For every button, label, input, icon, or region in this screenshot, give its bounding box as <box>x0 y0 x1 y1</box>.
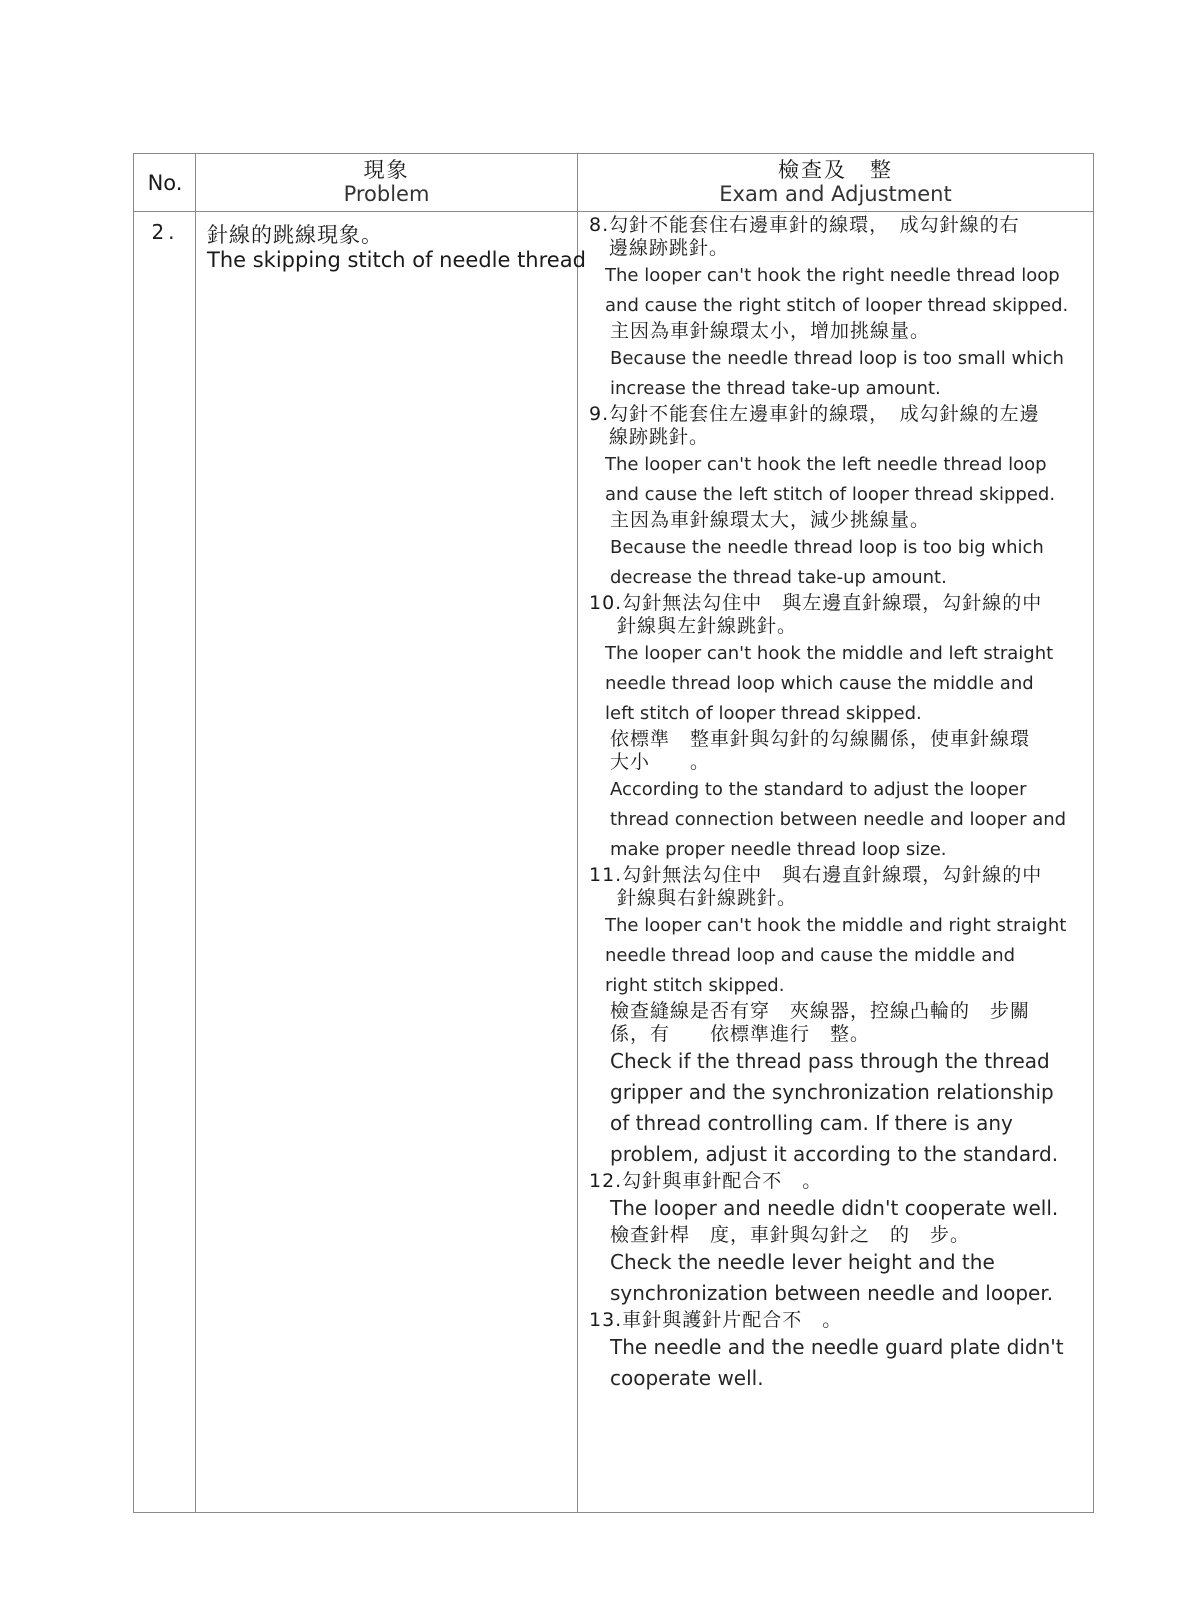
exam-item-remedy-en: of thread controlling cam. If there is any <box>610 1111 1013 1135</box>
troubleshooting-table <box>133 153 1094 1513</box>
exam-item-heading: 10.勾針無法勾住中 與左邊直針線環，勾針線的中 <box>589 592 1043 614</box>
exam-item-remedy-zh: 檢查針桿 度，車針與勾針之 的 步。 <box>610 1224 971 1246</box>
column-divider-problem <box>577 154 578 1512</box>
exam-item-remedy-en: thread connection between needle and looper and <box>610 809 1067 830</box>
exam-item-remedy-zh: 檢查縫線是否有穿 夾線器，控線凸輪的 步關 <box>610 1000 1031 1022</box>
exam-item-english: and cause the left stitch of looper thread skipped. <box>605 484 1056 505</box>
exam-item-remedy-zh: 依標準 整車針與勾針的勾線關係，使車針線環 <box>610 728 1031 750</box>
exam-item-heading: 13.車針與護針片配合不 。 <box>589 1309 843 1331</box>
header-no: No. <box>147 171 183 195</box>
problem-en: The skipping stitch of needle thread <box>207 248 586 272</box>
exam-item-remedy-zh: 主因為車針線環太大，減少挑線量。 <box>610 509 931 531</box>
exam-item-english: and cause the right stitch of looper thread skipped. <box>605 295 1069 316</box>
exam-item-heading-cont: 針線與左針線跳針。 <box>617 615 798 637</box>
exam-item-remedy-en: synchronization between needle and looper. <box>610 1281 1054 1305</box>
exam-item <box>589 214 1094 403</box>
row-number: 2. <box>151 220 179 244</box>
problem-zh: 針線的跳線現象。 <box>207 223 383 247</box>
exam-item-remedy-en: Because the needle thread loop is too small which <box>610 348 1064 369</box>
exam-item-english: right stitch skipped. <box>605 975 785 996</box>
exam-item-heading: 11.勾針無法勾住中 與右邊直針線環，勾針線的中 <box>589 864 1043 886</box>
exam-item-remedy-zh: 係，有 依標準進行 整。 <box>610 1023 871 1045</box>
exam-item-heading-cont: 針線與右針線跳針。 <box>617 887 798 909</box>
exam-item-english: needle thread loop and cause the middle and <box>605 945 1016 966</box>
exam-item-english: needle thread loop which cause the middle and <box>605 673 1034 694</box>
exam-item <box>589 592 1094 864</box>
exam-item-heading: 8.勾針不能套住右邊車針的線環， 成勾針線的右 <box>589 214 1020 236</box>
exam-item-remedy-en: problem, adjust it according to the standard. <box>610 1142 1059 1166</box>
header-exam <box>578 158 1093 212</box>
exam-item-remedy-en: Check the needle lever height and the <box>610 1250 995 1274</box>
exam-item-english: The looper can't hook the middle and left straight <box>605 643 1054 664</box>
header-problem-zh: 現象 <box>363 158 410 182</box>
exam-item-remedy-en: According to the standard to adjust the looper <box>610 779 1027 800</box>
exam-item <box>589 403 1094 592</box>
column-divider-no <box>195 154 196 1512</box>
exam-item <box>589 864 1094 1170</box>
header-exam-zh: 檢查及 整 <box>778 158 893 182</box>
exam-item-remedy-en: Because the needle thread loop is too big which <box>610 537 1044 558</box>
problem-cell <box>207 223 587 273</box>
exam-item-heading-cont: 線跡跳針。 <box>609 426 710 448</box>
exam-item-remedy-en: Check if the thread pass through the thread <box>610 1049 1050 1073</box>
exam-item-remedy-en: increase the thread take-up amount. <box>610 378 941 399</box>
exam-item-remedy-en: gripper and the synchronization relationship <box>610 1080 1054 1104</box>
exam-item <box>589 1170 1094 1309</box>
exam-item-english: The looper can't hook the left needle thread loop <box>605 454 1047 475</box>
exam-item-english: The looper can't hook the middle and right straight <box>605 915 1067 936</box>
exam-item-remedy-zh: 大小 。 <box>610 751 711 773</box>
header-problem <box>196 158 577 212</box>
exam-item-english: The needle and the needle guard plate didn't <box>610 1335 1064 1359</box>
exam-item-remedy-en: decrease the thread take-up amount. <box>610 567 947 588</box>
exam-item <box>589 1309 1094 1394</box>
header-exam-en: Exam and Adjustment <box>719 182 952 206</box>
exam-item-english: The looper and needle didn't cooperate well. <box>610 1196 1059 1220</box>
exam-item-english: The looper can't hook the right needle thread loop <box>605 265 1060 286</box>
exam-item-english: left stitch of looper thread skipped. <box>605 703 922 724</box>
exam-item-english: cooperate well. <box>610 1366 764 1390</box>
exam-adjustment-cell <box>589 214 1094 1394</box>
header-problem-en: Problem <box>343 182 430 206</box>
exam-item-remedy-en: make proper needle thread loop size. <box>610 839 947 860</box>
exam-item-remedy-zh: 主因為車針線環太小，增加挑線量。 <box>610 320 931 342</box>
exam-item-heading: 12.勾針與車針配合不 。 <box>589 1170 823 1192</box>
exam-item-heading: 9.勾針不能套住左邊車針的線環， 成勾針線的左邊 <box>589 403 1040 425</box>
exam-item-heading-cont: 邊線跡跳針。 <box>609 237 730 259</box>
